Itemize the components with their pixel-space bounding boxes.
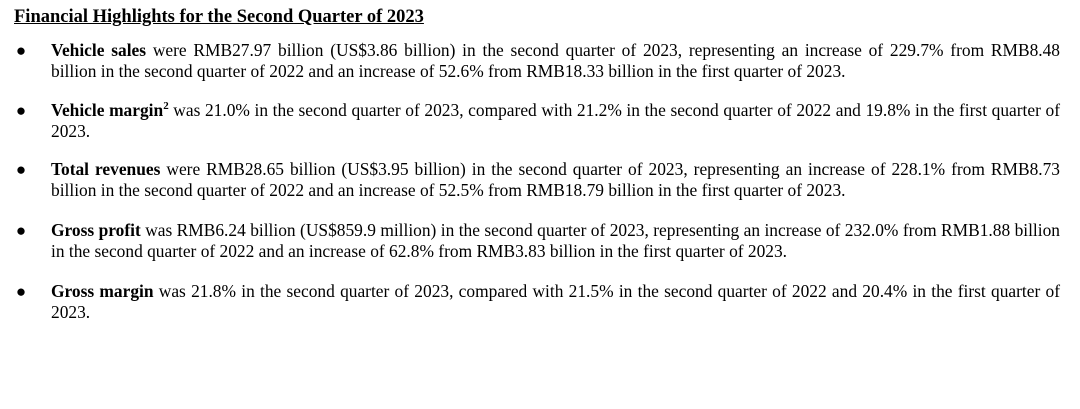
highlight-text: was 21.0% in the second quarter of 2023, compared with 21.2% in the second quarter of 2022 and 19.8% in the first quarter of 2023. bbox=[51, 100, 1061, 141]
highlight-term: Vehicle sales bbox=[51, 40, 147, 60]
highlight-term: Gross margin bbox=[51, 281, 154, 301]
highlights-list bbox=[14, 40, 1060, 323]
highlight-gross-margin bbox=[14, 281, 1060, 323]
bullet-icon: ● bbox=[15, 160, 27, 179]
highlight-total-revenues bbox=[14, 159, 1060, 201]
bullet-icon: ● bbox=[15, 41, 27, 60]
bullet-icon: ● bbox=[15, 221, 27, 240]
highlight-vehicle-margin bbox=[14, 100, 1060, 142]
highlight-gross-profit bbox=[14, 220, 1060, 262]
footnote-marker: 2 bbox=[163, 100, 169, 113]
highlight-term: Gross profit bbox=[51, 220, 141, 240]
highlight-vehicle-sales bbox=[14, 40, 1060, 82]
highlight-term: Total revenues bbox=[51, 159, 161, 179]
highlight-text: were RMB28.65 billion (US$3.95 billion) in the second quarter of 2023, representing an increase of 228.1% from RMB8.73 billion in the second quarter of 2022 and an increase of 52.5% from RMB18.79 billion in the first quarter of 2023. bbox=[51, 159, 1060, 200]
highlight-text: were RMB27.97 billion (US$3.86 billion) in the second quarter of 2023, representing an increase of 229.7% from RMB8.48 billion in the second quarter of 2022 and an increase of 52.6% from RMB18.33 billion in the first quarter of 2023. bbox=[51, 40, 1060, 81]
highlight-text: was 21.8% in the second quarter of 2023, compared with 21.5% in the second quarter of 2022 and 20.4% in the first quarter of 2023. bbox=[51, 281, 1060, 322]
section-title: Financial Highlights for the Second Quarter of 2023 bbox=[14, 7, 424, 27]
bullet-icon: ● bbox=[15, 282, 27, 301]
highlight-text: was RMB6.24 billion (US$859.9 million) in the second quarter of 2023, representing an increase of 232.0% from RMB1.88 billion in the second quarter of 2022 and an increase of 62.8% from RMB3.83 billion in the first quarter of 2023. bbox=[51, 220, 1060, 261]
bullet-icon: ● bbox=[15, 101, 27, 120]
highlight-term: Vehicle margin bbox=[51, 100, 164, 120]
